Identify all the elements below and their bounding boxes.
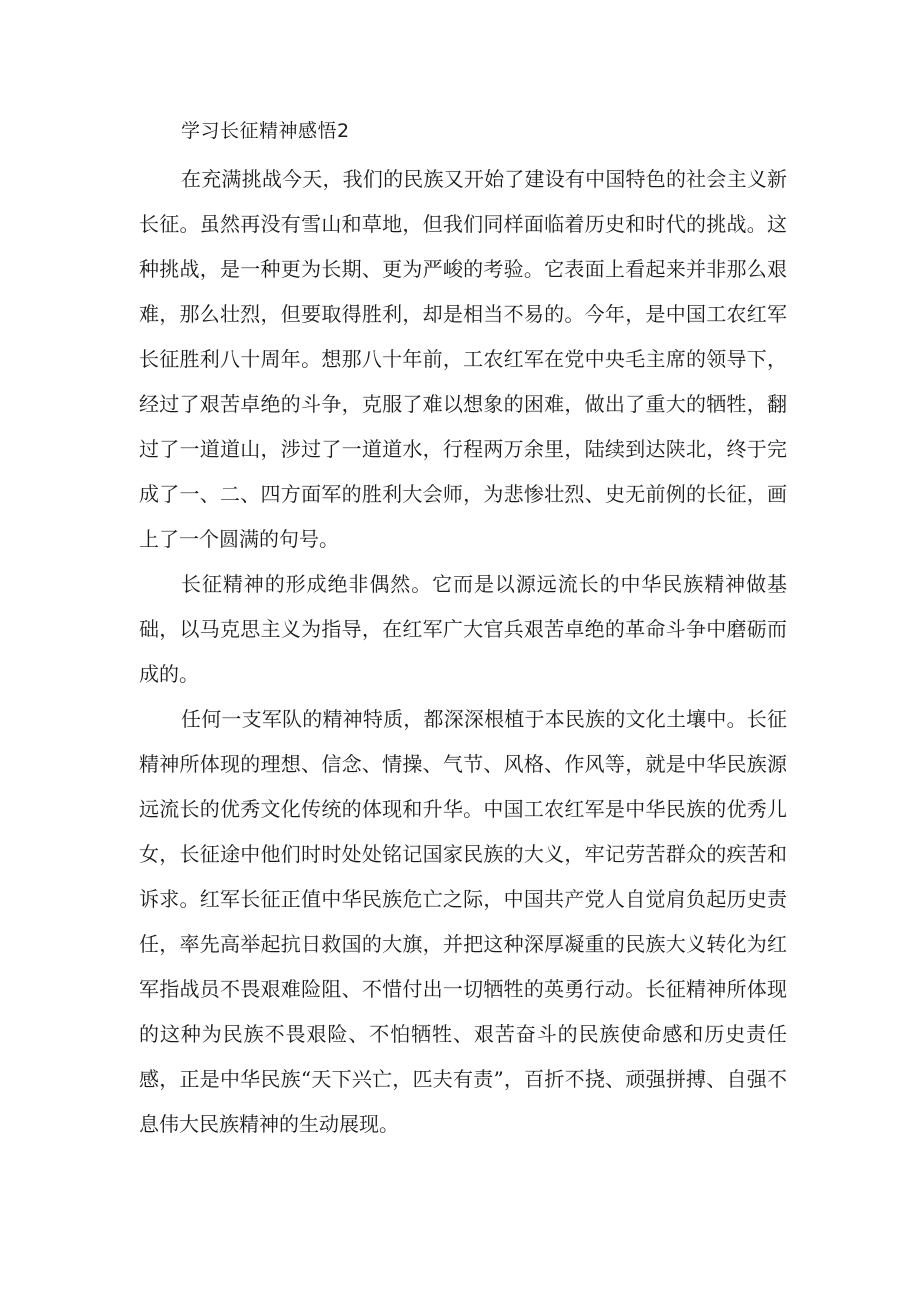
paragraph-2: 长征精神的形成绝非偶然。它而是以源远流长的中华民族精神做基础，以马克思主义为指导，在红军广大官兵艰苦卓绝的革命斗争中磨砺而成的。 [139,572,787,686]
paragraph-3: 任何一支军队的精神特质，都深深根植于本民族的文化土壤中。长征精神所体现的理想、信念、情操、气节、风格、作风等，就是中华民族源远流长的优秀文化传统的体现和升华。中国工农红军是中华民族的优秀儿女，长征途中他们时时处处铭记国家民族的大义，牢记劳苦群众的疾苦和诉求。红军长征正值中华民族危亡之际，中国共产党人自觉肩负起历史责任，率先高举起抗日救国的大旗，并把这种深厚凝重的民族大义转化为红军指战员不畏艰难险阻、不惜付出一切牺牲的英勇行动。长征精神所体现的这种为民族不畏艰险、不怕牺牲、艰苦奋斗的民族使命感和历史责任感，正是中华民族“天下兴亡，匹夫有责”，百折不挠、顽强拼搏、自强不息伟大民族精神的生动展现。 [139,707,787,1136]
document-title: 学习长征精神感悟2 [181,120,350,142]
document-body [139,157,787,1147]
paragraph-1: 在充满挑战今天，我们的民族又开始了建设有中国特色的社会主义新长征。虽然再没有雪山和草地，但我们同样面临着历史和时代的挑战。这种挑战，是一种更为长期、更为严峻的考验。它表面上看起来并非那么艰难，那么壮烈，但要取得胜利，却是相当不易的。今年，是中国工农红军长征胜利八十周年。想那八十年前，工农红军在党中央毛主席的领导下，经过了艰苦卓绝的斗争，克服了难以想象的困难，做出了重大的牺牲，翻过了一道道山，涉过了一道道水，行程两万余里，陆续到达陕北，终于完成了一、二、四方面军的胜利大会师，为悲惨壮烈、史无前例的长征，画上了一个圆满的句号。 [139,167,787,551]
